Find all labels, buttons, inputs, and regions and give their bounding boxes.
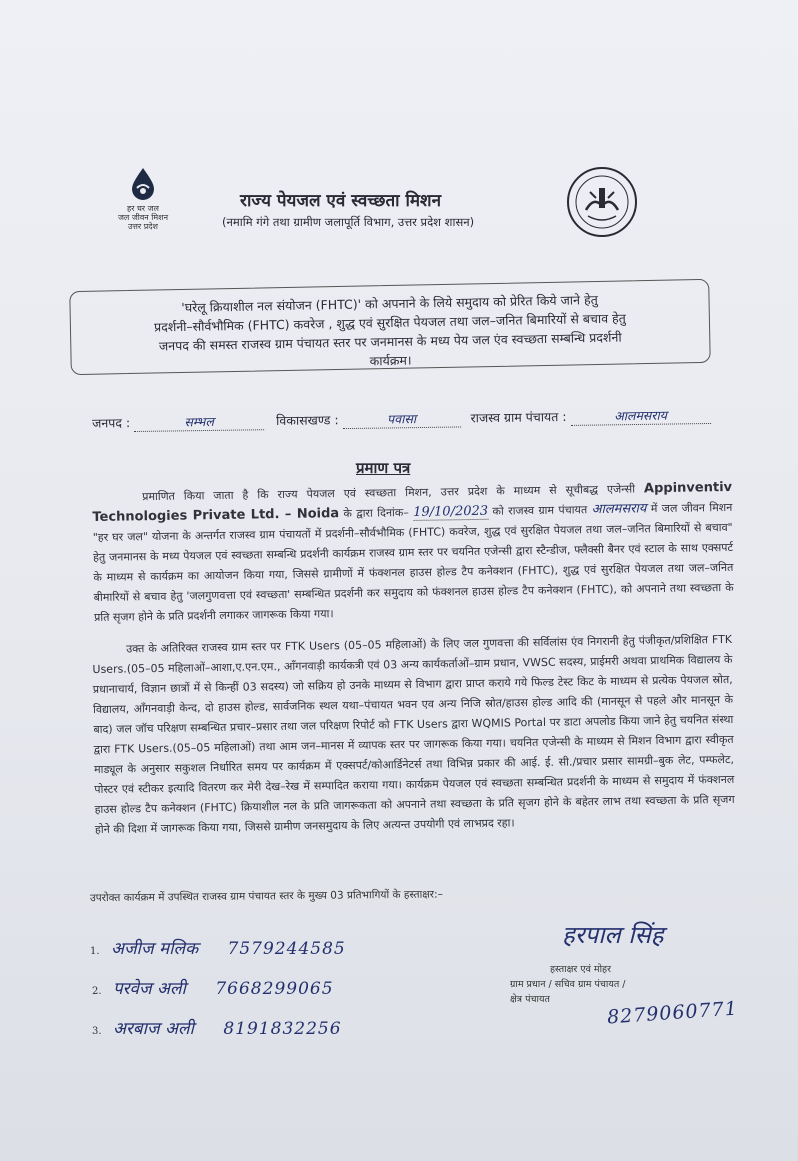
- panchayat-value: आलमसराय: [570, 406, 710, 426]
- agency-name: Appinventiv Technologies Private Ltd. – Noida: [92, 479, 733, 525]
- signatures-intro: उपरोक्त कार्यक्रम में उपस्थित राजस्व ग्राम पंचायत स्तर के मुख्य 03 प्रतिभागियों के हस्ताक्षर:–: [89, 888, 443, 905]
- block-label: विकासखण्ड :: [276, 412, 339, 429]
- mission-subtitle: (नमामि गंगे तथा ग्रामीण जलापूर्ति विभाग, उत्तर प्रदेश शासन): [222, 215, 475, 229]
- district-value: सम्भल: [134, 412, 264, 432]
- har-ghar-jal-logo: [108, 166, 178, 231]
- certificate-paragraph-1: [92, 478, 734, 628]
- banner-line-3: जनपद की समस्त राजस्व ग्राम पंचायत स्तर पर जनमानस के मध्य पेय जल एंव स्वच्छता सम्बन्धि प्रदर्शनी: [158, 329, 622, 354]
- logo-caption-1: हर घर जल: [127, 204, 159, 213]
- participant-phone: 8191832256: [223, 1019, 342, 1039]
- participant-phone: 7668299065: [215, 979, 334, 999]
- water-drop-icon: [126, 166, 160, 200]
- panchayat-label: राजस्व ग्राम पंचायत :: [470, 408, 567, 426]
- kshetra-panchayat-label: क्षेत्र पंचायत: [510, 994, 550, 1005]
- banner-line-1: 'घरेलू क्रियाशील नल संयोजन (FHTC)' को अपनाने के लिये समुदाय को प्रेरित किये जाने हेतु: [181, 292, 598, 316]
- pradhan-phone: 8279060771: [606, 997, 739, 1029]
- program-date: 19/10/2023: [413, 503, 489, 520]
- certificate-paragraph-2: [92, 630, 735, 840]
- para1-panchayat-hand: आलमसराय: [591, 501, 647, 518]
- location-fields: [92, 405, 752, 432]
- program-banner: [69, 279, 710, 375]
- participant-number: 1.: [90, 946, 100, 957]
- signature-stamp-label: हस्ताक्षर एवं मोहर: [550, 964, 611, 975]
- district-label: जनपद :: [91, 415, 131, 431]
- certificate-title: प्रमाण पत्र: [356, 459, 411, 477]
- block-value: पवासा: [342, 409, 460, 429]
- participant-name: अरबाज अली: [112, 1019, 194, 1039]
- para2-body: उक्त के अतिरिक्त राजस्व ग्राम स्तर पर FTK Users (05–05 महिलाओं) के लिए जल गुणवत्ता की सर्विलांस एंव निगरानी हेतु पंजीकृत/प्रशिक्षित FTK Users.(05–05 महिलाओं–आशा,ए.एन.एम., आँगनवाड़ी कार्यकत्री एवं 03 अन्य कार्यकर्ताओं–ग्राम प्रधान, VWSC सदस्य, प्राईमरी अथवा प्राथमिक विद्यालय के प्रधानाचार्य, विज्ञान छात्रों में से किन्हीं 03 सदस्य) जो सक्रिय हो उनके माध्यम से विभाग द्वारा प्राप्त कराये गये फिल्ड टेस्ट किट के माध्यम से प्रत्येक पेयजल स्रोत, विद्यालय, आँगनवाड़ी केन्द, दो हाउस होल्ड, सार्वजनिक स्थल यथा–पंचायत भवन एव अन्य निजि स्रोत/हाउस होल्ड आदि की (मानसून से पहले और मानसून के बाद) जल जॉच परिक्षण सम्बन्धित प्रचार–प्रसार तथा जल परिक्षण रिपोर्ट को FTK Users द्वारा WQMIS Portal पर डाटा अपलोड किया जाने हेतु चयनित संस्था द्वारा FTK Users.(05–05 महिलाओं) तथा आम जन–मानस में व्यापक स्तर पर जागरूक किया गया। चयनित एजेन्सी के माध्यम से मिशन विभाग द्वारा स्वीकृत माड्यूल के अनुसार सकुशल निर्धारित समय पर कार्यक्रम में एक्सपर्ट/कोआर्डिनेटर्स तथा विभिन्न प्रकार की आई. ई. सी./प्रचार प्रसार सामग्री–बुक लेट, पम्फलेट, पोस्टर एवं स्टीकर इत्यादि वितरण कर मेरी देख–रेख में सम्पादित कराया गया। कार्यक्रम पेयजल एवं स्वच्छता सम्बन्धित प्रदर्शनी के माध्यम से समुदाय में फंक्शनल हाउस होल्ड टैप कनेक्शन (FHTC) क्रियाशील नल के प्रति जागरूकता को अपनाने तथा स्वच्छता के प्रति सृजग होने के बहेतर लाभ तथा स्वच्छता के प्रति सृजग होने की दिशा में जागरूक किया गया, जिससे ग्रामीण जनसमुदाय के लिए अत्यन्त उपयोगी एवं लाभप्रद रहा।: [92, 632, 735, 836]
- para1-panchayat-label: को राजस्व ग्राम पंचायत: [492, 503, 588, 518]
- banner-line-2: प्रदर्शनी–सौर्वभौमिक (FHTC) कवरेज , शुद्ध एवं सुरक्षित पेयजल तथा जल–जनित बिमारियों से बचाव हेतु: [153, 310, 626, 335]
- pradhan-designation: [510, 962, 710, 1007]
- logo-caption-2: जल जीवन मिशन: [117, 213, 169, 222]
- participant-row: [92, 1016, 342, 1039]
- participant-name: परवेज अली: [112, 979, 186, 999]
- up-government-seal-icon: [566, 166, 638, 238]
- mission-title: राज्य पेयजल एवं स्वच्छता मिशन: [240, 191, 442, 211]
- para1-body: में जल जीवन मिशन "हर घर जल" योजना के अन्तर्गत राजस्व ग्राम पंचायतों में प्रदर्शनी–सौर्वभौमिक (FHTC) कवरेज, शुद्ध एवं सुरक्षित पेयजल तथा जल–जनित बिमारियों से बचाव" हेतु जनमानस के मध्य पेयजल एवं स्वच्छता सम्बन्धि प्रदर्शनी कार्यक्रम राजस्व ग्राम स्तर पर चयनित एजेन्सी द्वारा स्टैन्डीज, फ्लैक्सी बैनर एवं स्टाल के साथ एक्सपर्ट के माध्यम से कार्यक्रम का आयोजन किया गया, जिससे ग्रामीणों में फंक्शनल हाउस होल्ड टैप कनेक्शन (FHTC), शुद्ध एवं सुरक्षित पेयजल तथा जल–जनित बीमारियों से बचाव हेतु 'जलगुणवत्ता एवं स्वच्छता' सम्बन्धित प्रदर्शनी कर समुदाय को फंक्शनल हाउस होल्ड टैप कनेक्शन (FHTC), को अपनाने तथा स्वच्छता के प्रति सृजग होने के प्रति प्रदर्शनी लगाकर जागरूक किया गया।: [92, 500, 734, 624]
- participant-number: 3.: [92, 1026, 102, 1037]
- participant-number: 2.: [92, 986, 102, 997]
- pradhan-signature: हरपाल सिंह: [562, 921, 664, 949]
- participant-row: [92, 976, 334, 999]
- para1-date-label: के द्वारा दिनांक–: [343, 506, 409, 521]
- pradhan-role-label: ग्राम प्रधान / सचिव ग्राम पंचायत /: [510, 979, 626, 990]
- logo-caption-3: उत्तर प्रदेश: [128, 222, 158, 231]
- participant-phone: 7579244585: [227, 939, 346, 959]
- participant-row: [90, 936, 346, 959]
- participant-name: अजीज मलिक: [110, 939, 199, 959]
- para1-intro: प्रमाणित किया जाता है कि राज्य पेयजल एवं स्वच्छता मिशन, उत्तर प्रदेश के माध्यम से सूचीबद्ध एजेन्सी: [142, 482, 636, 504]
- banner-line-4: कार्यक्रम।: [369, 352, 412, 369]
